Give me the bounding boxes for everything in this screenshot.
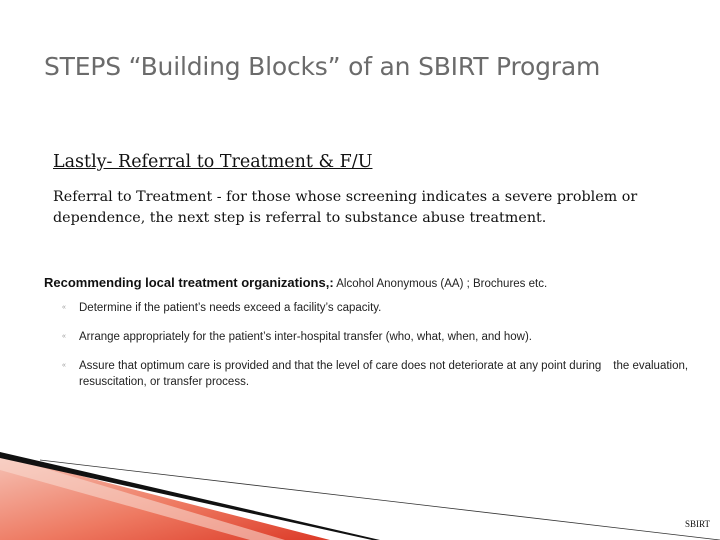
bullet-text: Assure that optimum care is provided and that the level of care does not deteriorate at any point during — [79, 360, 602, 372]
list-item — [62, 358, 702, 390]
bullet-text-continued: the evaluation, resuscitation, or transfer process. — [79, 360, 689, 388]
recommending-label: Recommending local treatment organizations,: — [44, 275, 334, 290]
bullet-icon: « — [62, 333, 66, 340]
list-item — [62, 300, 702, 316]
list-item — [62, 329, 702, 345]
recommending-line — [44, 275, 547, 290]
bullet-icon: « — [62, 362, 66, 369]
footer-label: SBIRT — [685, 519, 710, 529]
slide-title: STEPS “Building Blocks” of an SBIRT Program — [44, 52, 601, 81]
referral-paragraph: Referral to Treatment - for those whose screening indicates a severe problem or dependence, the next step is referral to substance abuse treatment. — [53, 189, 638, 226]
bullet-list — [62, 300, 702, 403]
bullet-text: Determine if the patient’s needs exceed a facility’s capacity. — [79, 302, 382, 314]
recommending-text: Alcohol Anonymous (AA) ; Brochures etc. — [333, 278, 548, 290]
bullet-text: Arrange appropriately for the patient’s inter-hospital transfer (who, what, when, and how). — [79, 331, 533, 343]
bullet-icon: « — [62, 304, 66, 311]
section-heading: Lastly- Referral to Treatment & F/U — [53, 152, 373, 172]
